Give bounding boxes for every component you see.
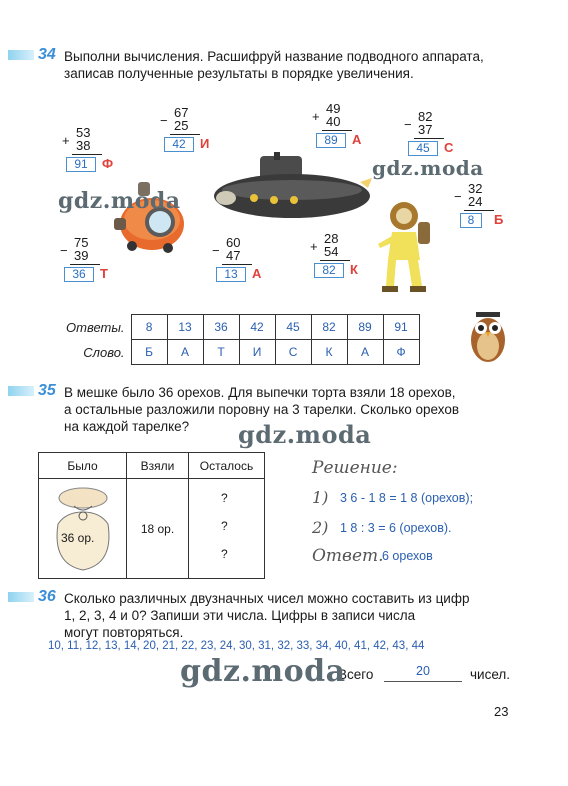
calc-letter: К xyxy=(350,262,358,277)
submarine-illustration xyxy=(212,152,374,224)
task-34-number: 34 xyxy=(38,46,56,63)
calc-letter: Ф xyxy=(102,156,114,171)
calc-sign: + xyxy=(310,239,318,254)
calc-result: 13 xyxy=(216,267,246,282)
calc-bar xyxy=(414,138,444,139)
calc-b: 39 xyxy=(74,248,89,263)
calc-result: 42 xyxy=(164,137,194,152)
task-34-marker xyxy=(8,50,34,60)
diver-illustration xyxy=(374,200,438,294)
calc-a: 60 xyxy=(226,235,241,250)
answers-row xyxy=(66,315,419,340)
calc-letter: И xyxy=(200,136,210,151)
col-was: Было xyxy=(39,453,127,479)
calc-a: 67 xyxy=(174,105,189,120)
calc-b: 37 xyxy=(418,122,433,137)
calc-b: 25 xyxy=(174,118,189,133)
step-1: 3 6 - 1 8 = 1 8 (орехов); xyxy=(340,491,474,505)
letter-cell: А xyxy=(347,340,383,365)
calc-a: 32 xyxy=(468,181,483,196)
solution-label: Решение: xyxy=(312,458,398,478)
step-2: 1 8 : 3 = 6 (орехов). xyxy=(340,521,452,535)
task-36-marker xyxy=(8,592,34,602)
task-36-text-line1: Сколько различных двузначных чисел можно составить из цифр xyxy=(64,591,470,606)
calc-letter: А xyxy=(252,266,262,281)
taken-cell: 18 ор. xyxy=(127,479,189,579)
answer-cell: 42 xyxy=(239,315,275,340)
answer-cell: 82 xyxy=(311,315,347,340)
calc-sign: − xyxy=(212,243,220,258)
bag-cell xyxy=(39,479,127,579)
calc-result: 82 xyxy=(314,263,344,278)
calc-sign: − xyxy=(404,117,412,132)
task-35-table xyxy=(38,452,265,579)
letter-cell: И xyxy=(239,340,275,365)
calc-bar xyxy=(72,154,102,155)
total-suffix: чисел. xyxy=(470,667,511,682)
task-35-text-line3: на каждой тарелке? xyxy=(64,419,190,434)
calc-a: 75 xyxy=(74,235,89,250)
watermark: gdz.moda xyxy=(58,188,181,214)
calc-b: 40 xyxy=(326,114,341,129)
letter-cell: Б xyxy=(131,340,167,365)
watermark: gdz.moda xyxy=(180,654,346,689)
table-header-row xyxy=(39,453,265,479)
answer-cell: 36 xyxy=(203,315,239,340)
calc-sign: − xyxy=(160,113,168,128)
total-prefix: Всего xyxy=(338,667,374,682)
left-cell xyxy=(189,479,265,579)
numbers-list: 10, 11, 12, 13, 14, 20, 21, 22, 23, 24, 30, 31, 32, 33, 34, 40, 41, 42, 43, 44 xyxy=(48,640,425,652)
task-36-text-line2: 1, 2, 3, 4 и 0? Запиши эти числа. Цифры в записи числа xyxy=(64,608,416,623)
calc-bar xyxy=(70,264,100,265)
answer-value: 6 орехов xyxy=(382,549,433,563)
letter-cell: А xyxy=(167,340,203,365)
answer-cell: 89 xyxy=(347,315,383,340)
calc-letter: Т xyxy=(100,266,108,281)
task-35-marker xyxy=(8,386,34,396)
total-value-line xyxy=(384,681,462,682)
total-value: 20 xyxy=(416,664,430,678)
watermark: gdz.moda xyxy=(238,420,372,449)
letter-cell: Ф xyxy=(383,340,419,365)
task-36-text-line3: могут повторяться. xyxy=(64,625,184,640)
calc-result: 45 xyxy=(408,141,438,156)
col-left: Осталось xyxy=(189,453,265,479)
bag-label: 36 ор. xyxy=(61,531,95,545)
task-35-text-line1: В мешке было 36 орехов. Для выпечки торта взяли 18 орехов, xyxy=(64,385,456,400)
calc-sign: + xyxy=(62,133,70,148)
calc-bar xyxy=(222,264,252,265)
answer-label: Ответ. xyxy=(312,546,384,566)
question-mark: ? xyxy=(221,547,228,561)
calc-b: 24 xyxy=(468,194,483,209)
calc-letter: Б xyxy=(494,212,504,227)
calc-b: 38 xyxy=(76,138,91,153)
step-1-number: 1) xyxy=(312,488,329,507)
answer-cell: 91 xyxy=(383,315,419,340)
page-number: 23 xyxy=(494,704,509,719)
question-mark: ? xyxy=(221,519,228,533)
calc-a: 82 xyxy=(418,109,433,124)
task-35-number: 35 xyxy=(38,382,56,399)
answer-cell: 45 xyxy=(275,315,311,340)
question-mark: ? xyxy=(221,491,228,505)
word-row xyxy=(66,340,419,365)
owl-illustration xyxy=(466,312,510,368)
calc-letter: А xyxy=(352,132,362,147)
calc-a: 28 xyxy=(324,231,339,246)
calc-sign: − xyxy=(60,243,68,258)
letter-cell: С xyxy=(275,340,311,365)
step-2-number: 2) xyxy=(312,518,329,537)
calc-sign: + xyxy=(312,109,320,124)
calc-bar xyxy=(170,134,200,135)
calc-bar xyxy=(464,210,494,211)
answer-cell: 8 xyxy=(131,315,167,340)
letter-cell: К xyxy=(311,340,347,365)
answers-label: Ответы. xyxy=(66,319,125,335)
calc-letter: С xyxy=(444,140,454,155)
calc-b: 54 xyxy=(324,244,339,259)
calc-result: 89 xyxy=(316,133,346,148)
calc-bar xyxy=(320,260,350,261)
calc-a: 49 xyxy=(326,101,341,116)
watermark: gdz.moda xyxy=(372,156,484,180)
task-34-text-line2: записав полученные результаты в порядке увеличения. xyxy=(64,66,414,81)
calc-result: 91 xyxy=(66,157,96,172)
task-35-text-line2: а остальные разложили поровну на 3 тарелки. Сколько орехов xyxy=(64,402,460,417)
task-36-number: 36 xyxy=(38,588,56,605)
calc-bar xyxy=(322,130,352,131)
answers-table xyxy=(66,314,420,365)
answer-cell: 13 xyxy=(167,315,203,340)
letter-cell: Т xyxy=(203,340,239,365)
calc-sign: − xyxy=(454,189,462,204)
nut-bag-icon xyxy=(46,484,120,574)
calc-b: 47 xyxy=(226,248,241,263)
calc-result: 8 xyxy=(460,213,482,228)
calc-a: 53 xyxy=(76,125,91,140)
calc-result: 36 xyxy=(64,267,94,282)
word-label: Слово. xyxy=(83,344,125,360)
col-taken: Взяли xyxy=(127,453,189,479)
table-row xyxy=(39,479,265,579)
task-34-text-line1: Выполни вычисления. Расшифруй название подводного аппарата, xyxy=(64,49,484,64)
